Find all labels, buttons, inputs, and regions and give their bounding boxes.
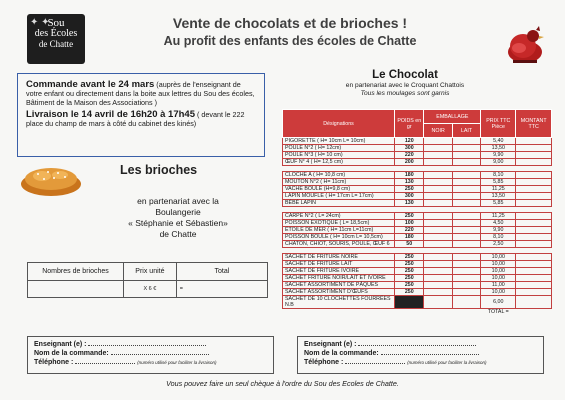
table-row (283, 289, 552, 296)
product-price: 8,10 (481, 234, 516, 241)
brioche-unit-header: Prix unité (124, 263, 177, 281)
qty-noir-cell[interactable] (424, 282, 452, 289)
table-row (283, 200, 552, 207)
equals-sign: = (179, 286, 184, 292)
header-wrapping: EMBALLAGE (424, 110, 481, 124)
order-name-field[interactable] (381, 349, 479, 355)
table-row (283, 179, 552, 186)
product-weight: 200 (395, 159, 424, 166)
product-name: MOUTON N°2 ( H= 11cm) (283, 179, 395, 186)
empty-cell (283, 309, 395, 316)
brioche-icon (18, 162, 84, 198)
phone-note: (numéro utilisé pour faciliter la livraison) (137, 360, 217, 365)
product-name: POULE N°2 ( H= 12cm) (283, 145, 395, 152)
order-name-label: Nom de la commande: (304, 350, 379, 357)
table-row (283, 234, 552, 241)
qty-lait-cell[interactable] (452, 241, 480, 248)
table-row (283, 282, 552, 289)
product-weight: 250 (395, 282, 424, 289)
delivery-bold: Livraison le 14 avril de 16h20 à 17h45 (26, 109, 195, 120)
total-label: TOTAL = (487, 309, 509, 316)
product-price: 10,00 (481, 254, 516, 261)
amount-cell[interactable] (516, 172, 552, 179)
qty-noir-cell[interactable] (424, 145, 452, 152)
empty-cell (395, 309, 424, 316)
footer-note: Vous pouvez faire un seul chèque à l'ordre du Sou des Ecoles de Chatte. (166, 379, 399, 388)
product-weight (395, 296, 424, 309)
amount-cell[interactable] (516, 261, 552, 268)
table-row (283, 227, 552, 234)
amount-cell[interactable] (516, 145, 552, 152)
product-price: 6,00 (481, 296, 516, 309)
brioche-count-cell[interactable] (28, 281, 124, 298)
logo-line-1: Sou (47, 17, 65, 29)
teacher-field[interactable] (88, 340, 206, 346)
amount-cell[interactable] (516, 289, 552, 296)
teacher-label: Enseignant (e) : (34, 341, 87, 348)
qty-lait-cell[interactable] (452, 186, 480, 193)
brioche-count-header: Nombres de brioches (28, 263, 124, 281)
table-row (283, 138, 552, 145)
children-figures-icon: ✦ ✦ (30, 17, 50, 28)
qty-lait-cell[interactable] (452, 275, 480, 282)
product-weight: 300 (395, 145, 424, 152)
product-weight: 250 (395, 254, 424, 261)
product-price: 5,85 (481, 179, 516, 186)
product-price: 10,00 (481, 268, 516, 275)
brioche-order-table (27, 262, 268, 298)
product-price: 13,50 (481, 193, 516, 200)
phone-field[interactable] (345, 358, 405, 364)
product-weight: 180 (395, 172, 424, 179)
product-weight: 250 (395, 289, 424, 296)
qty-lait-cell[interactable] (452, 234, 480, 241)
customer-form-chocolates (297, 336, 544, 374)
amount-cell[interactable] (516, 179, 552, 186)
table-row (283, 261, 552, 268)
table-row (283, 145, 552, 152)
product-name: VACHE BOULE (H=9,8 cm) (283, 186, 395, 193)
chocolate-table-body (283, 138, 552, 316)
amount-cell[interactable] (516, 193, 552, 200)
chocolate-hen-icon (503, 22, 547, 66)
amount-cell[interactable] (516, 200, 552, 207)
qty-noir-cell[interactable] (424, 254, 452, 261)
qty-lait-cell[interactable] (452, 145, 480, 152)
sou-des-ecoles-logo (27, 14, 85, 64)
header-noir: NOIR (424, 124, 452, 138)
brioche-total-header: Total (176, 263, 267, 281)
product-price: 11,25 (481, 186, 516, 193)
qty-noir-cell[interactable] (424, 152, 452, 159)
qty-lait-cell[interactable] (452, 282, 480, 289)
table-row (283, 268, 552, 275)
bakery-partner (118, 196, 238, 240)
qty-noir-cell[interactable] (424, 241, 452, 248)
delivery-info (26, 110, 258, 128)
title-line: Vente de chocolats et de brioches ! (172, 15, 408, 31)
product-name: POULE N°3 ( H= 10 cm) (283, 152, 395, 159)
product-name: POISSON BOULE ( H= 10cm L= 10,5cm) (283, 234, 395, 241)
qty-noir-cell[interactable] (424, 234, 452, 241)
product-name: POISSON EXOTIQUE ( L= 18,5cm) (283, 220, 395, 227)
logo-line-3: de Chatte (38, 39, 74, 49)
qty-noir-cell[interactable] (424, 179, 452, 186)
product-weight: 130 (395, 200, 424, 207)
product-weight: 250 (395, 275, 424, 282)
product-price: 5,40 (481, 138, 516, 145)
order-deadline-text: (auprès de l'enseignant de votre enfant ou directement dans la boite aux lettres du Sou des écoles, Bâtiment de la Maison des Associations ) (26, 80, 255, 107)
qty-lait-cell[interactable] (452, 213, 480, 220)
amount-cell[interactable] (516, 186, 552, 193)
header-amount: MONTANT TTC (516, 110, 552, 138)
header-lait: LAIT (452, 124, 480, 138)
product-name: LAPIN MOUFLE ( H= 17cm L= 17cm) (283, 193, 395, 200)
amount-cell[interactable] (516, 159, 552, 166)
delivery-text: ( devant le 222 place du champ de mars à côté du cabinet des kinés) (26, 110, 245, 128)
qty-lait-cell[interactable] (452, 152, 480, 159)
product-price: 11,25 (481, 213, 516, 220)
product-weight: 250 (395, 213, 424, 220)
qty-lait-cell[interactable] (452, 179, 480, 186)
total-amount-cell[interactable] (516, 309, 552, 316)
product-price: 10,00 (481, 275, 516, 282)
table-row (283, 152, 552, 159)
qty-noir-cell[interactable] (424, 186, 452, 193)
product-name: SACHET DE FRITURE IVOIRE (283, 268, 395, 275)
order-name-field[interactable] (111, 349, 209, 355)
teacher-label: Enseignant (e) : (304, 341, 357, 348)
logo-line-2: des Écoles (34, 28, 78, 39)
chocolate-partner: en partenariat avec le Croquant Chattois (345, 82, 465, 89)
product-weight: 100 (395, 220, 424, 227)
product-weight: 250 (395, 268, 424, 275)
qty-lait-cell[interactable] (452, 172, 480, 179)
product-name: SACHET DE 10 CLOCHETTES FOURRÉES N.B (283, 296, 395, 309)
table-row (283, 296, 552, 309)
qty-noir-cell[interactable] (424, 213, 452, 220)
header-designation: Désignations (283, 110, 395, 138)
amount-cell[interactable] (516, 275, 552, 282)
table-row (283, 275, 552, 282)
product-price: 10,00 (481, 261, 516, 268)
table-row (283, 193, 552, 200)
bakery-line-4: de Chatte (159, 229, 197, 239)
amount-cell[interactable] (516, 138, 552, 145)
empty-cell (452, 309, 480, 316)
qty-noir-cell[interactable] (424, 227, 452, 234)
qty-lait-cell[interactable] (452, 220, 480, 227)
header-weight: POIDS en gr (395, 110, 424, 138)
order-name-label: Nom de la commande: (34, 350, 109, 357)
chocolate-title: Le Chocolat (372, 69, 438, 81)
product-name: BÉBÉ LAPIN (283, 200, 395, 207)
table-row (283, 254, 552, 261)
product-price: 2,50 (481, 241, 516, 248)
chocolate-order-table (282, 109, 552, 315)
table-row (283, 241, 552, 248)
phone-label: Téléphone : (304, 359, 344, 366)
qty-lait-cell[interactable] (452, 268, 480, 275)
amount-cell[interactable] (516, 254, 552, 261)
product-name: SACHET FRITURE NOIR/LAIT ET IVOIRE (283, 275, 395, 282)
qty-noir-cell[interactable] (424, 296, 452, 309)
product-name: SACHET DE FRITURE LAIT (283, 261, 395, 268)
product-price: 9,90 (481, 227, 516, 234)
amount-cell[interactable] (516, 234, 552, 241)
qty-lait-cell[interactable] (452, 193, 480, 200)
product-weight: 220 (395, 227, 424, 234)
chocolate-header (280, 68, 530, 98)
table-row (283, 220, 552, 227)
amount-cell[interactable] (516, 220, 552, 227)
product-price: 10,00 (481, 289, 516, 296)
qty-lait-cell[interactable] (452, 296, 480, 309)
product-name: SACHET ASSORTIMENT DE PÂQUES (283, 282, 395, 289)
product-weight: 250 (395, 186, 424, 193)
product-name: ŒUF N° 4 ( H= 12,5 cm) (283, 159, 395, 166)
bakery-line-1: en partenariat avec la (137, 196, 219, 206)
qty-lait-cell[interactable] (452, 227, 480, 234)
qty-noir-cell[interactable] (424, 275, 452, 282)
order-deadline-bold: Commande avant le 24 mars (26, 79, 155, 90)
product-price: 5,85 (481, 200, 516, 207)
product-weight: 50 (395, 241, 424, 248)
qty-noir-cell[interactable] (424, 193, 452, 200)
qty-noir-cell[interactable] (424, 268, 452, 275)
order-deadline (26, 80, 258, 107)
qty-noir-cell[interactable] (424, 261, 452, 268)
brioches-title: Les brioches (120, 163, 198, 177)
chocolate-note: Tous les moulages sont garnis (360, 90, 450, 97)
table-row (283, 186, 552, 193)
table-row (283, 213, 552, 220)
qty-lait-cell[interactable] (452, 289, 480, 296)
qty-noir-cell[interactable] (424, 289, 452, 296)
product-name: SACHET DE FRITURE NOIRE (283, 254, 395, 261)
qty-noir-cell[interactable] (424, 159, 452, 166)
product-weight: 180 (395, 234, 424, 241)
qty-lait-cell[interactable] (452, 138, 480, 145)
qty-noir-cell[interactable] (424, 172, 452, 179)
total-row (283, 309, 552, 316)
product-weight: 250 (395, 261, 424, 268)
product-price: 11,00 (481, 282, 516, 289)
product-price: 8,10 (481, 172, 516, 179)
qty-noir-cell[interactable] (424, 138, 452, 145)
amount-cell[interactable] (516, 227, 552, 234)
empty-cell (424, 309, 452, 316)
amount-cell[interactable] (516, 296, 552, 309)
qty-lait-cell[interactable] (452, 261, 480, 268)
amount-cell[interactable] (516, 152, 552, 159)
qty-noir-cell[interactable] (424, 220, 452, 227)
product-weight: 220 (395, 152, 424, 159)
header-price: PRIX TTC Pièce (481, 110, 516, 138)
brioche-unit-price: X 6 € (124, 281, 177, 298)
customer-form-brioches (27, 336, 274, 374)
product-weight: 120 (395, 138, 424, 145)
qty-noir-cell[interactable] (424, 200, 452, 207)
teacher-field[interactable] (358, 340, 476, 346)
bakery-line-3: « Stéphanie et Sébastien» (128, 218, 228, 228)
product-name: SACHET ASSORTIMENT D'ŒUFS (283, 289, 395, 296)
product-weight: 300 (395, 193, 424, 200)
table-row (283, 159, 552, 166)
qty-lait-cell[interactable] (452, 254, 480, 261)
amount-cell[interactable] (516, 241, 552, 248)
table-row (283, 172, 552, 179)
product-price: 9,90 (481, 152, 516, 159)
product-name: CLOCHE A ( H= 10,8 cm) (283, 172, 395, 179)
product-name: ÉTOILE DE MER ( H= 11cm L=11cm) (283, 227, 395, 234)
amount-cell[interactable] (516, 282, 552, 289)
bakery-line-2: Boulangerie (155, 207, 201, 217)
page-title (100, 14, 480, 50)
qty-lait-cell[interactable] (452, 200, 480, 207)
product-price: 9,00 (481, 159, 516, 166)
product-price: 4,50 (481, 220, 516, 227)
product-name: CARPE N°2 ( L= 24cm) (283, 213, 395, 220)
phone-field[interactable] (75, 358, 135, 364)
product-price: 13,50 (481, 145, 516, 152)
product-name: CHATON, CHIOT, SOURIS, POULE, ŒUF 6 (283, 241, 395, 248)
subtitle-line: Au profit des enfants des écoles de Chatte (163, 34, 417, 48)
qty-lait-cell[interactable] (452, 159, 480, 166)
order-info-box (17, 73, 265, 157)
product-name: PIGORETTE ( H= 10cm L= 10cm) (283, 138, 395, 145)
phone-note: (numéro utilisé pour faciliter la livraison) (407, 360, 487, 365)
brioche-total-cell[interactable] (176, 281, 267, 298)
amount-cell[interactable] (516, 213, 552, 220)
phone-label: Téléphone : (34, 359, 74, 366)
amount-cell[interactable] (516, 268, 552, 275)
product-weight: 130 (395, 179, 424, 186)
